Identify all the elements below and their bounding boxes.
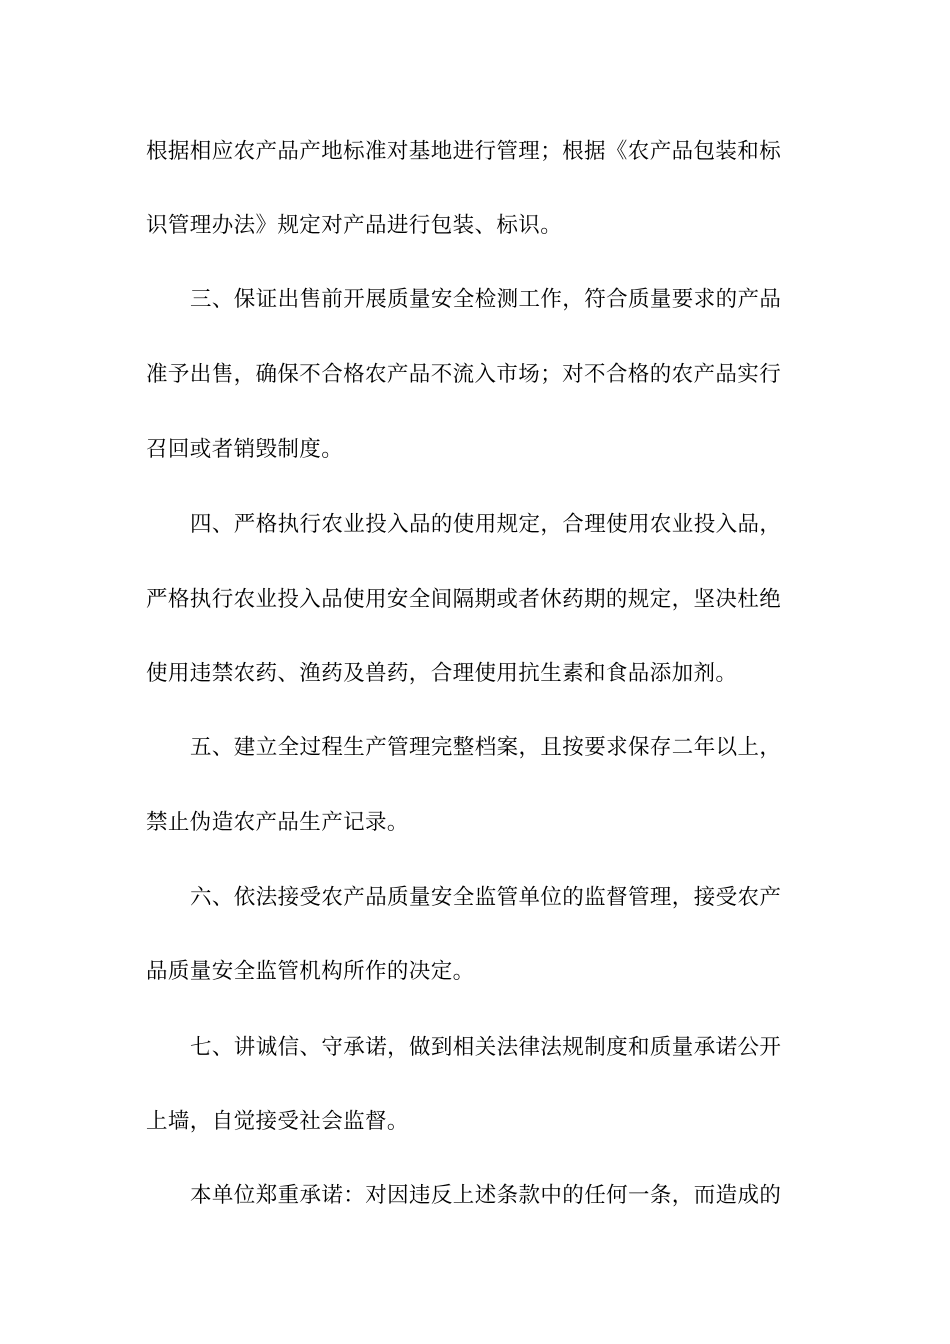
paragraph-item-6: 六、依法接受农产品质量安全监管单位的监督管理，接受农产 xyxy=(190,885,782,910)
text-line: 禁止伪造农产品生产记录。 xyxy=(146,810,409,835)
text-line: 根据相应农产品产地标准对基地进行管理；根据《农产品包装和标 xyxy=(146,139,782,164)
paragraph-item-3: 三、保证出售前开展质量安全检测工作，符合质量要求的产品 xyxy=(190,287,782,312)
text-line: 使用违禁农药、渔药及兽药，合理使用抗生素和食品添加剂。 xyxy=(146,661,738,686)
text-line: 准予出售，确保不合格农产品不流入市场；对不合格的农产品实行 xyxy=(146,362,782,387)
text-line: 召回或者销毁制度。 xyxy=(146,437,344,462)
paragraph-item-7: 七、讲诚信、守承诺，做到相关法律法规制度和质量承诺公开 xyxy=(190,1035,782,1060)
text-line: 品质量安全监管机构所作的决定。 xyxy=(146,959,475,984)
paragraph-item-4: 四、严格执行农业投入品的使用规定，合理使用农业投入品， xyxy=(190,512,782,537)
text-line: 严格执行农业投入品使用安全间隔期或者休药期的规定，坚决杜绝 xyxy=(146,587,782,612)
commitment-paragraph: 本单位郑重承诺：对因违反上述条款中的任何一条，而造成的 xyxy=(190,1183,782,1208)
paragraph-item-5: 五、建立全过程生产管理完整档案，且按要求保存二年以上， xyxy=(190,735,782,760)
text-line: 上墙，自觉接受社会监督。 xyxy=(146,1109,409,1134)
text-line: 识管理办法》规定对产品进行包装、标识。 xyxy=(146,213,563,238)
